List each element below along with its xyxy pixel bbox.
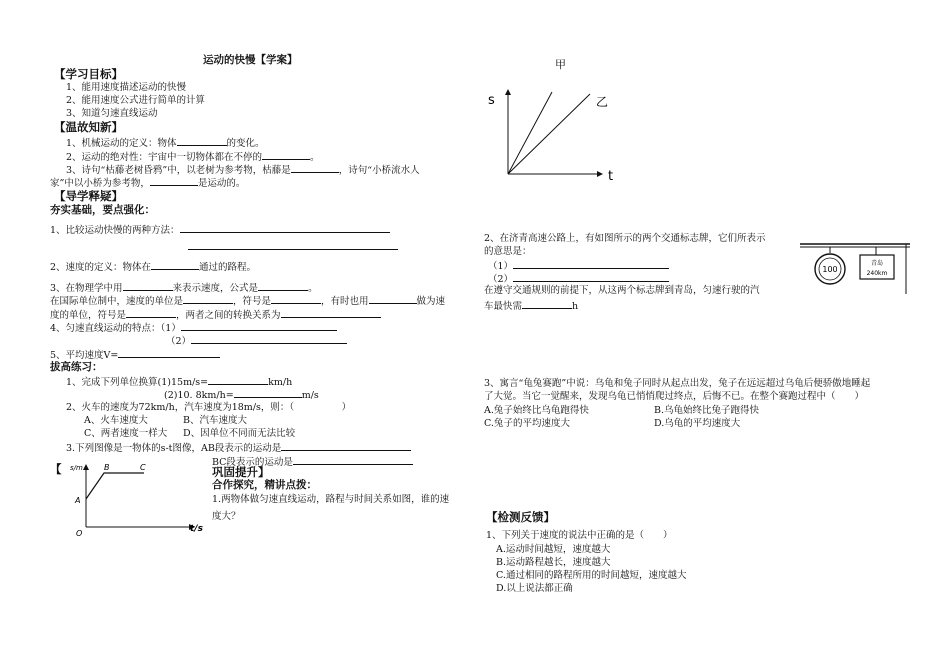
right-q2-item2-label: （2） xyxy=(488,274,514,285)
consolidate-q1-cont: 度大？ xyxy=(212,511,241,522)
right-q2-line-f xyxy=(484,299,578,313)
practice-q3-text-a: 3.下列图像是一物体的s-t图像，AB段表示的运动是 xyxy=(66,443,282,454)
answer-blank[interactable] xyxy=(208,375,268,385)
answer-blank[interactable] xyxy=(118,348,220,358)
right-q3: 3、寓言“龟兔赛跑”中说：乌龟和兔子同时从起点出发，兔子在远远超过乌龟后便骄傲地睡起 xyxy=(484,378,871,389)
review-q3-text-a: 3、诗句“枯藤老树昏鸦”中，以老树为参考物，枯藤是 xyxy=(66,165,291,176)
right-q2-line-e: 在遵守交通规则的前提下，从这两个标志牌到青岛，匀速行驶的汽 xyxy=(484,285,760,296)
consolidate-q1: 1.两物体做匀速直线运动，路程与时间关系如图，谁的速 xyxy=(212,494,450,505)
guide-header: 【导学释疑】 xyxy=(54,189,123,203)
answer-blank[interactable] xyxy=(271,294,321,304)
answer-blank[interactable] xyxy=(291,163,339,173)
feedback-option-b: B.运动路程越长，速度越大 xyxy=(496,557,611,568)
answer-blank[interactable] xyxy=(180,223,390,233)
feedback-header: 【检测反馈】 xyxy=(486,510,555,524)
review-q3 xyxy=(66,163,420,177)
guide-q3-line2 xyxy=(50,294,445,308)
answer-blank[interactable] xyxy=(281,441,411,451)
practice-q1-text-d: m/s xyxy=(301,390,319,401)
review-q2 xyxy=(66,150,320,164)
st-x-label: t/s xyxy=(190,524,203,534)
consolidate-header: 巩固提升】 xyxy=(212,465,270,479)
answer-blank[interactable] xyxy=(513,272,669,282)
consolidate-subheader: 合作探究，精讲点拨： xyxy=(212,479,317,491)
practice-q1-text-b: km/h xyxy=(268,377,293,388)
goals-header: 【学习目标】 xyxy=(54,67,123,81)
guide-q4-text-a: 4、匀速直线运动的特点：（1） xyxy=(50,323,181,334)
guide-q3-text-c: 。 xyxy=(308,283,318,294)
guide-q3-line3 xyxy=(50,308,381,322)
bracket-mark: 【 xyxy=(50,462,62,476)
guide-q3-text-b: 来表示速度，公式是 xyxy=(172,283,259,294)
guide-q4-text-b: （2） xyxy=(166,336,192,347)
practice-q1-text-a: 1、完成下列单位换算(1)15m/s= xyxy=(66,377,209,388)
practice-q1-line2 xyxy=(164,388,319,402)
review-header: 【温故知新】 xyxy=(54,120,123,134)
review-q1-text-b: 的变化。 xyxy=(226,138,265,149)
feedback-option-c: C.通过相同的路程所用的时间越短，速度越大 xyxy=(496,570,687,581)
review-q2-text-a: 2、运动的绝对性：宇宙中一切物体都在不停的 xyxy=(66,152,263,163)
guide-q4-line2 xyxy=(166,334,347,348)
practice-q2-option-b: B、汽车速度大 xyxy=(183,415,247,426)
practice-q3 xyxy=(66,441,411,455)
traffic-signs-image xyxy=(800,238,910,296)
answer-blank[interactable] xyxy=(188,240,398,250)
answer-blank[interactable] xyxy=(191,334,347,344)
answer-blank[interactable] xyxy=(123,281,173,291)
feedback-option-a: A.运动时间越短，速度越大 xyxy=(496,544,611,555)
guide-q2-text-a: 2、速度的定义：物体在 xyxy=(50,262,152,273)
practice-header: 拔高练习： xyxy=(50,361,103,373)
guide-q5-text: 5、平均速度V= xyxy=(50,350,119,361)
right-q3-option-b: B.乌龟始终比兔子跑得快 xyxy=(654,405,760,416)
graph-label-jia: 甲 xyxy=(555,58,566,71)
st-point-c: C xyxy=(140,463,146,472)
guide-q1 xyxy=(50,223,390,237)
right-q2-text-g: h xyxy=(572,301,579,312)
page-title: 运动的快慢【学案】 xyxy=(203,54,298,66)
goal-item-2: 2、能用速度公式进行简单的计算 xyxy=(66,95,206,106)
answer-blank[interactable] xyxy=(234,388,302,398)
st-y-label: s/m xyxy=(70,464,83,472)
review-q1 xyxy=(66,136,265,150)
review-q1-text-a: 1、机械运动的定义：物体 xyxy=(66,138,177,149)
right-q3-option-a: A.兔子始终比乌龟跑得快 xyxy=(484,405,589,416)
right-q2-item1-label: （1） xyxy=(488,261,514,272)
answer-blank[interactable] xyxy=(281,308,381,318)
practice-q2-option-d: D、因单位不同而无法比较 xyxy=(183,428,296,439)
guide-q3-text-h: 度的单位，符号是 xyxy=(50,310,127,321)
right-q2-cont: 的意思是： xyxy=(484,246,532,257)
answer-blank[interactable] xyxy=(181,321,337,331)
answer-blank[interactable] xyxy=(522,299,572,309)
right-q3-option-c: C.兔子的平均速度大 xyxy=(484,418,570,429)
graph-label-yi: 乙 xyxy=(596,95,609,109)
guide-q5 xyxy=(50,348,220,362)
guide-q1-line2 xyxy=(188,240,398,254)
review-q2-text-b: 。 xyxy=(310,152,320,163)
feedback-option-d: D.以上说法都正确 xyxy=(496,583,573,594)
right-q3-option-d: D.乌龟的平均速度大 xyxy=(654,418,741,429)
right-q2-item2 xyxy=(488,272,669,286)
guide-q2-text-b: 通过的路程。 xyxy=(199,262,257,273)
practice-q1 xyxy=(66,375,292,389)
speed-limit-value: 100 xyxy=(822,265,838,274)
st-compare-graph xyxy=(484,84,624,188)
answer-blank[interactable] xyxy=(183,294,233,304)
practice-q2: 2、火车的速度为72km/h，汽车速度为18m/s，则：（ ） xyxy=(66,402,352,413)
guide-q3-text-a: 3、在物理学中用 xyxy=(50,283,123,294)
practice-q2-option-c: C、两者速度一样大 xyxy=(84,428,168,439)
answer-blank[interactable] xyxy=(369,294,417,304)
st-point-a: A xyxy=(75,496,81,505)
answer-blank[interactable] xyxy=(258,281,308,291)
guide-q4 xyxy=(50,321,337,335)
right-q3-cont: 了大觉。当它一觉醒来，发现乌龟已悄悄爬过终点，后悔不已。在整个赛跑过程中（ ） xyxy=(484,391,865,402)
guide-q3-text-e: ，符号是 xyxy=(233,296,272,307)
st-point-b: B xyxy=(104,463,110,472)
compare-y-label: s xyxy=(488,93,495,108)
guide-q3 xyxy=(50,281,318,295)
guide-subheader: 夯实基础，要点强化： xyxy=(50,204,155,216)
answer-blank[interactable] xyxy=(513,259,669,269)
answer-blank[interactable] xyxy=(293,455,413,465)
guide-q1-text: 1、比较运动快慢的两种方法： xyxy=(50,225,180,236)
answer-blank[interactable] xyxy=(126,308,176,318)
right-q2: 2、在济青高速公路上，有如图所示的两个交通标志牌，它们所表示 xyxy=(484,233,766,244)
answer-blank[interactable] xyxy=(151,260,199,270)
goal-item-3: 3、知道匀速直线运动 xyxy=(66,108,158,119)
guide-q3-text-f: ，有时也用 xyxy=(321,296,369,307)
line-jia xyxy=(508,92,552,174)
answer-blank[interactable] xyxy=(150,176,198,186)
answer-blank[interactable] xyxy=(177,136,227,146)
guide-q2 xyxy=(50,260,256,274)
st-graph xyxy=(64,461,208,539)
guide-q3-text-d: 在国际单位制中，速度的单位是 xyxy=(50,296,184,307)
line-yi xyxy=(508,94,590,174)
practice-q1-text-c: (2)10. 8km/h= xyxy=(164,390,234,401)
practice-q3-text-b: BC段表示的运动是 xyxy=(212,457,293,468)
compare-x-label: t xyxy=(608,169,614,184)
right-q2-text-f: 车最快需 xyxy=(484,301,523,312)
answer-blank[interactable] xyxy=(262,150,310,160)
review-q3-text-d: 是运动的。 xyxy=(197,178,246,189)
guide-q3-text-g: 做为速 xyxy=(416,296,446,307)
goal-item-1: 1、能用速度描述运动的快慢 xyxy=(66,82,187,93)
review-q3-cont xyxy=(50,176,245,190)
st-origin: O xyxy=(76,529,83,538)
distance-sign-city: 青岛 xyxy=(870,260,884,267)
review-q3-text-b: ，诗句“小桥流水人 xyxy=(338,165,420,176)
practice-q2-option-a: A、火车速度大 xyxy=(84,415,148,426)
feedback-q1: 1、下列关于速度的说法中正确的是（ ） xyxy=(486,530,673,541)
review-q3-text-c: 家”中以小桥为参考物， xyxy=(50,178,150,189)
distance-sign-value: 240km xyxy=(866,270,888,277)
st-line-segments xyxy=(86,473,144,499)
guide-q3-text-i: ，两者之间的转换关系为 xyxy=(176,310,281,321)
right-q2-item1 xyxy=(488,259,669,273)
